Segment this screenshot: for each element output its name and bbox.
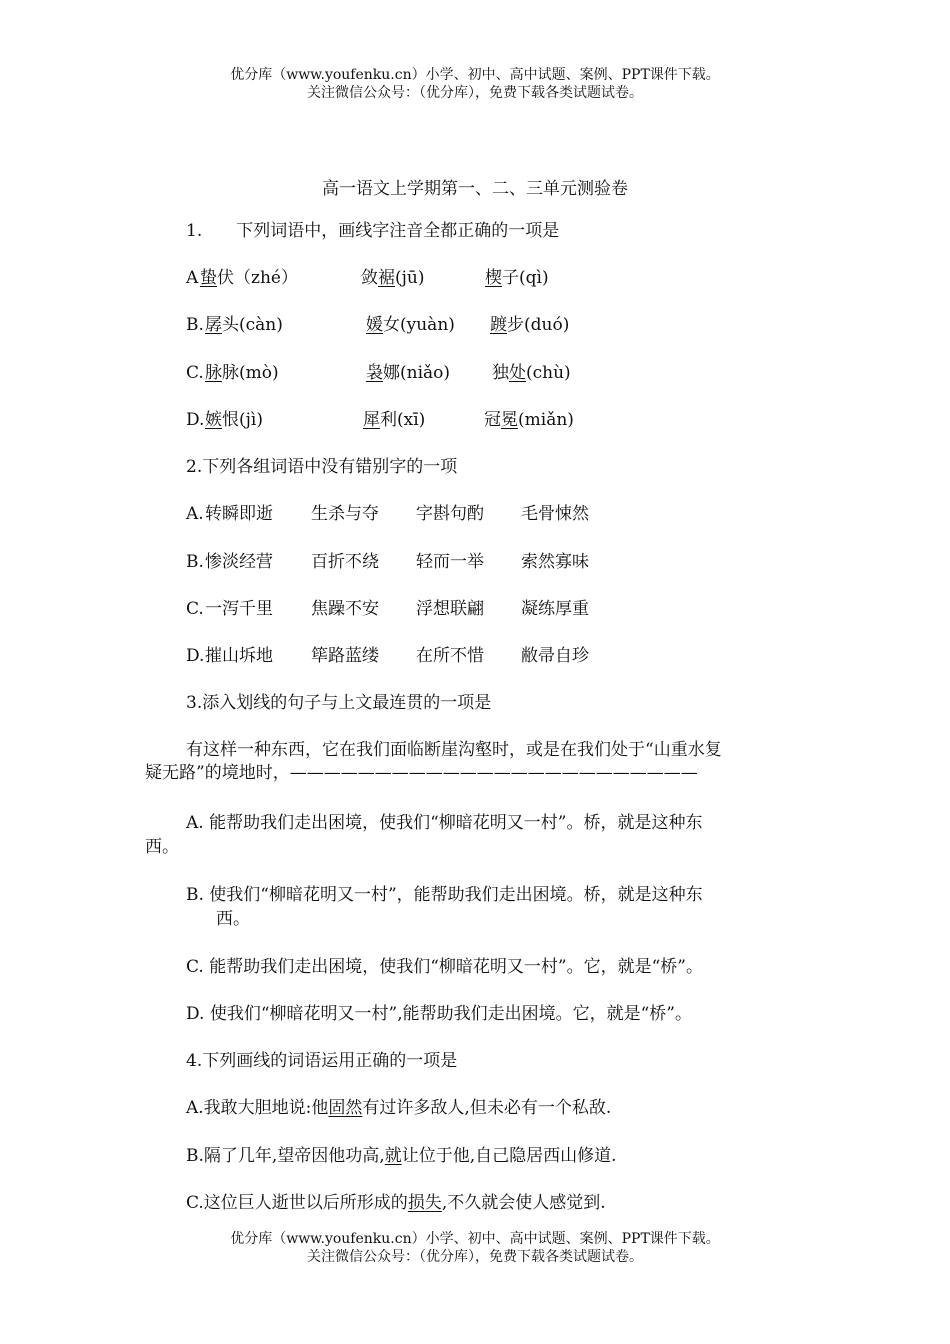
option-rest: 有过许多敌人,但未必有一个私敌.	[362, 1098, 612, 1118]
q3-passage-line-2: 疑无路”的境地时，————————————————————————	[145, 763, 698, 783]
item-prefix: 敛	[361, 268, 378, 288]
item-rest: 子(qì)	[502, 268, 549, 288]
q1-a-item-2	[361, 267, 424, 289]
q4-option-b	[186, 1145, 617, 1167]
q1-stem: 1. 下列词语中，画线字注音全都正确的一项是	[186, 221, 560, 241]
q2-b-word-2: 百折不绕	[311, 552, 379, 572]
underlined-char: 冕	[501, 410, 518, 430]
option-rest: ,不久就会使人感觉到.	[441, 1193, 606, 1213]
underlined-char: 脉	[205, 363, 222, 383]
q1-c-item-1	[205, 362, 279, 384]
item-rest: 女(yuàn)	[383, 315, 455, 335]
underlined-char: 犀	[363, 410, 380, 430]
q3-option-d: D. 使我们“柳暗花明又一村”,能帮助我们走出困境。它，就是“桥”。	[186, 1004, 692, 1024]
item-rest: 恨(jì)	[222, 410, 263, 430]
q1-a-label: A	[186, 268, 199, 288]
q2-a-word-4: 毛骨悚然	[521, 504, 589, 524]
q2-c-word-1: 一泻千里	[205, 599, 273, 619]
item-rest: (chù)	[526, 363, 571, 383]
q2-a-label: A.	[186, 504, 204, 524]
q3-option-a-line-1: A. 能帮助我们走出困境，使我们“柳暗花明又一村”。桥，就是这种东	[186, 813, 703, 833]
item-rest: 头(càn)	[222, 315, 283, 335]
item-rest: (jū)	[395, 268, 425, 288]
q1-a-item-1	[200, 267, 298, 289]
underlined-char: 蛰	[200, 268, 217, 288]
q3-option-b-line-2: 西。	[216, 909, 250, 929]
q1-d-label: D.	[186, 410, 205, 430]
q2-d-word-2: 筚路蓝缕	[311, 646, 379, 666]
item-rest: (miǎn)	[518, 410, 574, 430]
underlined-char: 处	[509, 363, 526, 383]
underlined-word: 固然	[328, 1098, 363, 1118]
q2-a-word-2: 生杀与夺	[311, 504, 379, 524]
q2-d-word-3: 在所不惜	[416, 646, 484, 666]
q1-b-item-2	[366, 314, 455, 336]
q1-b-item-3	[490, 314, 569, 336]
page-title: 高一语文上学期第一、二、三单元测验卷	[322, 179, 628, 199]
q1-d-item-2	[363, 409, 425, 431]
option-rest: 让位于他,自己隐居西山修道.	[401, 1146, 617, 1166]
item-prefix: 独	[492, 363, 509, 383]
underlined-char: 孱	[205, 315, 222, 335]
q4-option-c	[186, 1192, 606, 1214]
option-prefix: A.我敢大胆地说:他	[186, 1098, 329, 1118]
q2-d-word-4: 敝帚自珍	[521, 646, 589, 666]
q4-stem: 4.下列画线的词语运用正确的一项是	[186, 1051, 458, 1071]
footer-line-2: 关注微信公众号：（优分库），免费下载各类试题试卷。	[307, 1249, 643, 1265]
underlined-word: 损失	[407, 1193, 442, 1213]
item-rest: 脉(mò)	[222, 363, 279, 383]
q3-option-a-line-2: 西。	[145, 837, 179, 857]
footer-line-1: 优分库（www.youfenku.cn）小学、初中、高中试题、案例、PPT课件下载。	[230, 1231, 720, 1247]
underlined-char: 嫉	[205, 410, 222, 430]
q2-c-label: C.	[186, 599, 204, 619]
q4-option-a	[186, 1097, 611, 1119]
q3-option-b-line-1: B. 使我们“柳暗花明又一村”，能帮助我们走出困境。桥，就是这种东	[186, 885, 703, 905]
q2-a-word-1: 转瞬即逝	[205, 504, 273, 524]
q2-c-word-4: 凝练厚重	[521, 599, 589, 619]
header-line-1: 优分库（www.youfenku.cn）小学、初中、高中试题、案例、PPT课件下载。	[230, 67, 720, 83]
underlined-char: 裾	[378, 268, 395, 288]
q2-a-word-3: 字斟句酌	[416, 504, 484, 524]
q2-d-word-1: 摧山坼地	[205, 646, 273, 666]
item-rest: 步(duó)	[507, 315, 570, 335]
underlined-char: 袅	[366, 363, 383, 383]
item-prefix: 冠	[484, 410, 501, 430]
underlined-word: 就	[384, 1146, 402, 1166]
q3-stem: 3.添入划线的句子与上文最连贯的一项是	[186, 693, 492, 713]
q1-c-item-3	[492, 362, 571, 384]
underlined-char: 踱	[490, 315, 507, 335]
option-prefix: B.隔了几年,望帝因他功高,	[186, 1146, 385, 1166]
q2-b-word-4: 索然寡味	[521, 552, 589, 572]
q1-c-item-2	[366, 362, 450, 384]
q2-d-label: D.	[186, 646, 205, 666]
q2-c-word-2: 焦躁不安	[311, 599, 379, 619]
q2-c-word-3: 浮想联翩	[416, 599, 484, 619]
q1-a-item-3	[485, 267, 549, 289]
q3-option-c: C. 能帮助我们走出困境，使我们“柳暗花明又一村”。它，就是“桥”。	[186, 957, 703, 977]
q1-b-label: B.	[186, 315, 204, 335]
underlined-char: 媛	[366, 315, 383, 335]
q2-b-label: B.	[186, 552, 204, 572]
q2-b-word-1: 惨淡经营	[205, 552, 273, 572]
q2-stem: 2.下列各组词语中没有错别字的一项	[186, 457, 458, 477]
header-line-2: 关注微信公众号：（优分库），免费下载各类试题试卷。	[307, 85, 643, 101]
item-rest: 娜(niǎo)	[383, 363, 451, 383]
q1-d-item-3	[484, 409, 574, 431]
q1-b-item-1	[205, 314, 283, 336]
q3-passage-line-1: 有这样一种东西，它在我们面临断崖沟壑时，或是在我们处于“山重水复	[186, 740, 722, 760]
q2-b-word-3: 轻而一举	[416, 552, 484, 572]
page-footer	[0, 1230, 950, 1266]
underlined-char: 楔	[485, 268, 502, 288]
q1-d-item-1	[205, 409, 263, 431]
option-prefix: C.这位巨人逝世以后所形成的	[186, 1193, 408, 1213]
item-rest: 伏（zhé）	[217, 268, 298, 288]
item-rest: 利(xī)	[380, 410, 426, 430]
page-header	[0, 66, 950, 102]
q1-c-label: C.	[186, 363, 204, 383]
